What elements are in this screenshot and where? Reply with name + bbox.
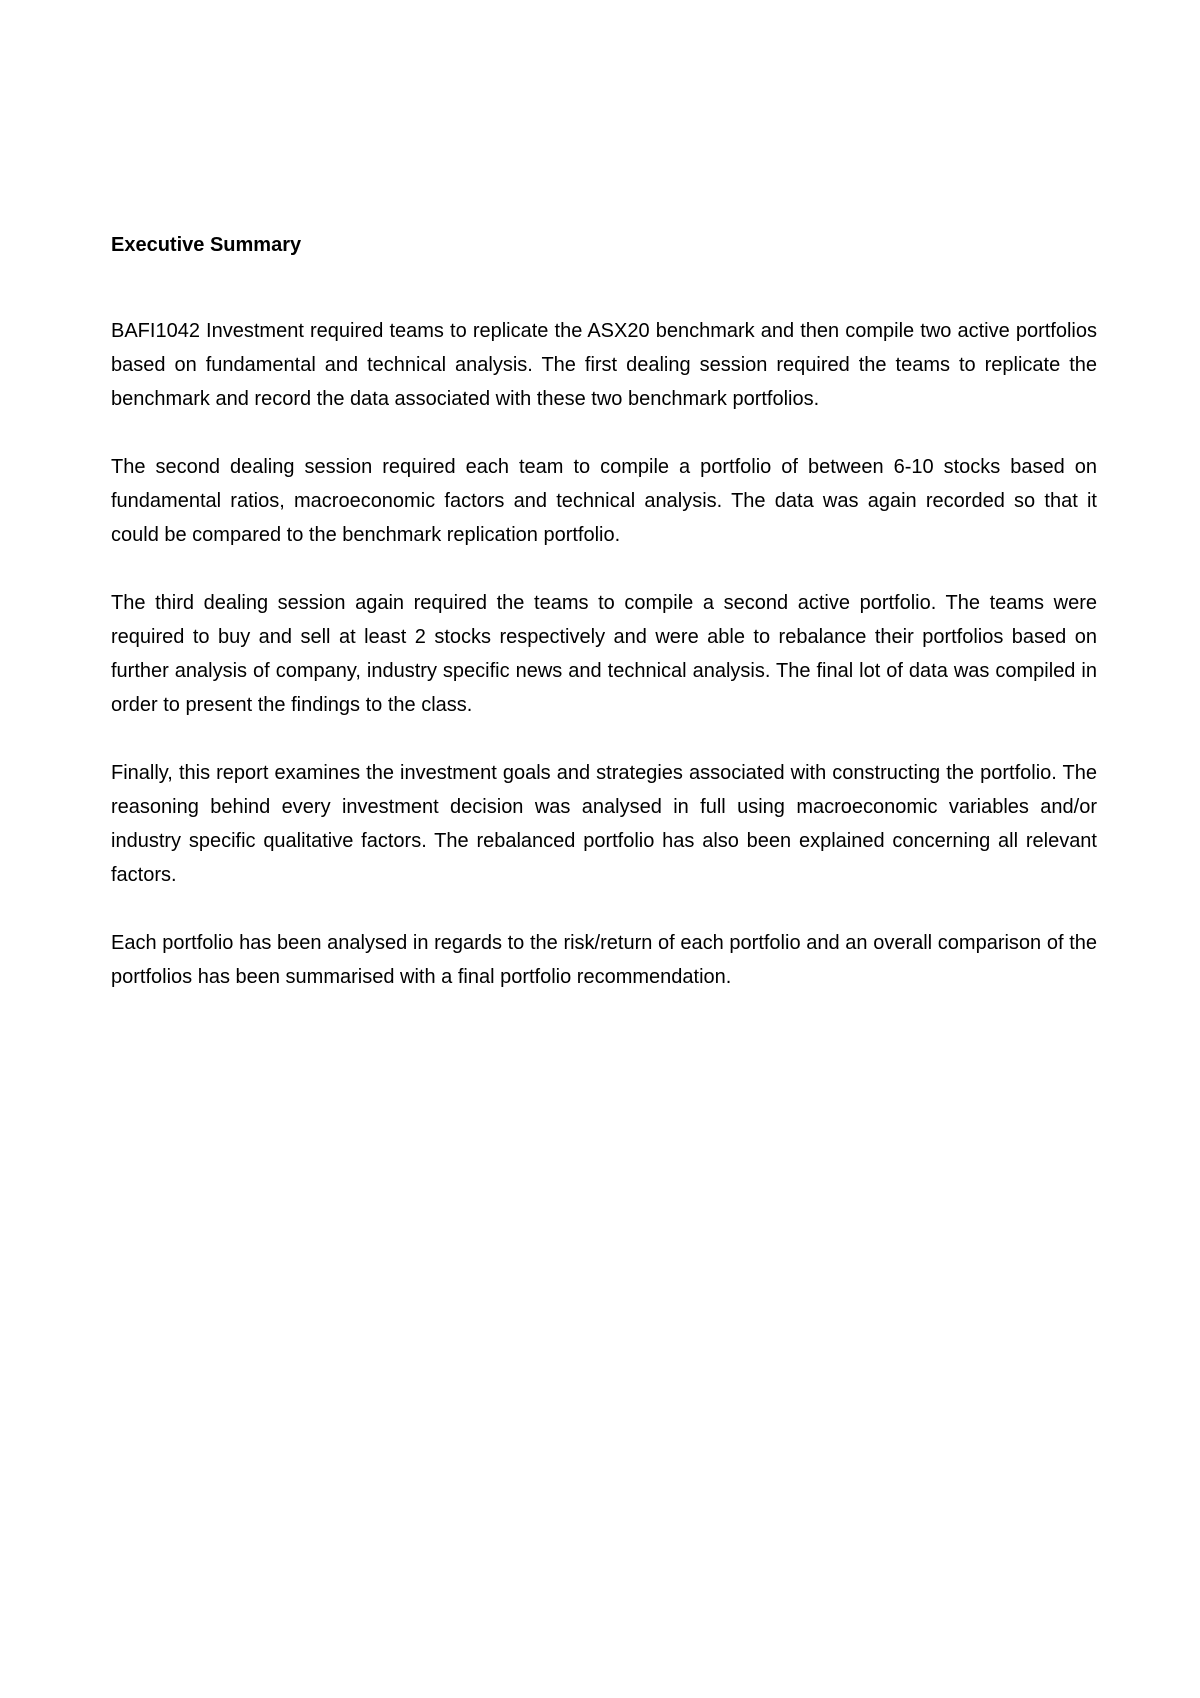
paragraph-second-session: The second dealing session required each team to compile a portfolio of between 6-10 stocks based on fundamental ratios, macroeconomic factors and technical analysis. The data was again recorded so that it could be compared to the benchmark replication portfolio. xyxy=(111,456,1097,546)
paragraph-goals-strategies: Finally, this report examines the investment goals and strategies associated with constructing the portfolio. The reasoning behind every investment decision was analysed in full using macroeconomic variables and/or industry specific qualitative factors. The rebalanced portfolio has also been explained concerning all relevant factors. xyxy=(111,762,1097,886)
paragraph-third-session: The third dealing session again required the teams to compile a second active portfolio. The teams were required to buy and sell at least 2 stocks respectively and were able to rebalance their portfolios based on further analysis of company, industry specific news and technical analysis. The final lot of data was compiled in order to present the findings to the class. xyxy=(111,592,1097,716)
section-heading: Executive Summary xyxy=(111,234,302,256)
paragraph-intro: BAFI1042 Investment required teams to replicate the ASX20 benchmark and then compile two active portfolios based on fundamental and technical analysis. The first dealing session required the teams to replicate the benchmark and record the data associated with these two benchmark portfolios. xyxy=(111,320,1097,410)
paragraph-risk-return: Each portfolio has been analysed in regards to the risk/return of each portfolio and an overall comparison of the portfolios has been summarised with a final portfolio recommendation. xyxy=(111,932,1097,988)
document-body xyxy=(111,228,1097,1028)
